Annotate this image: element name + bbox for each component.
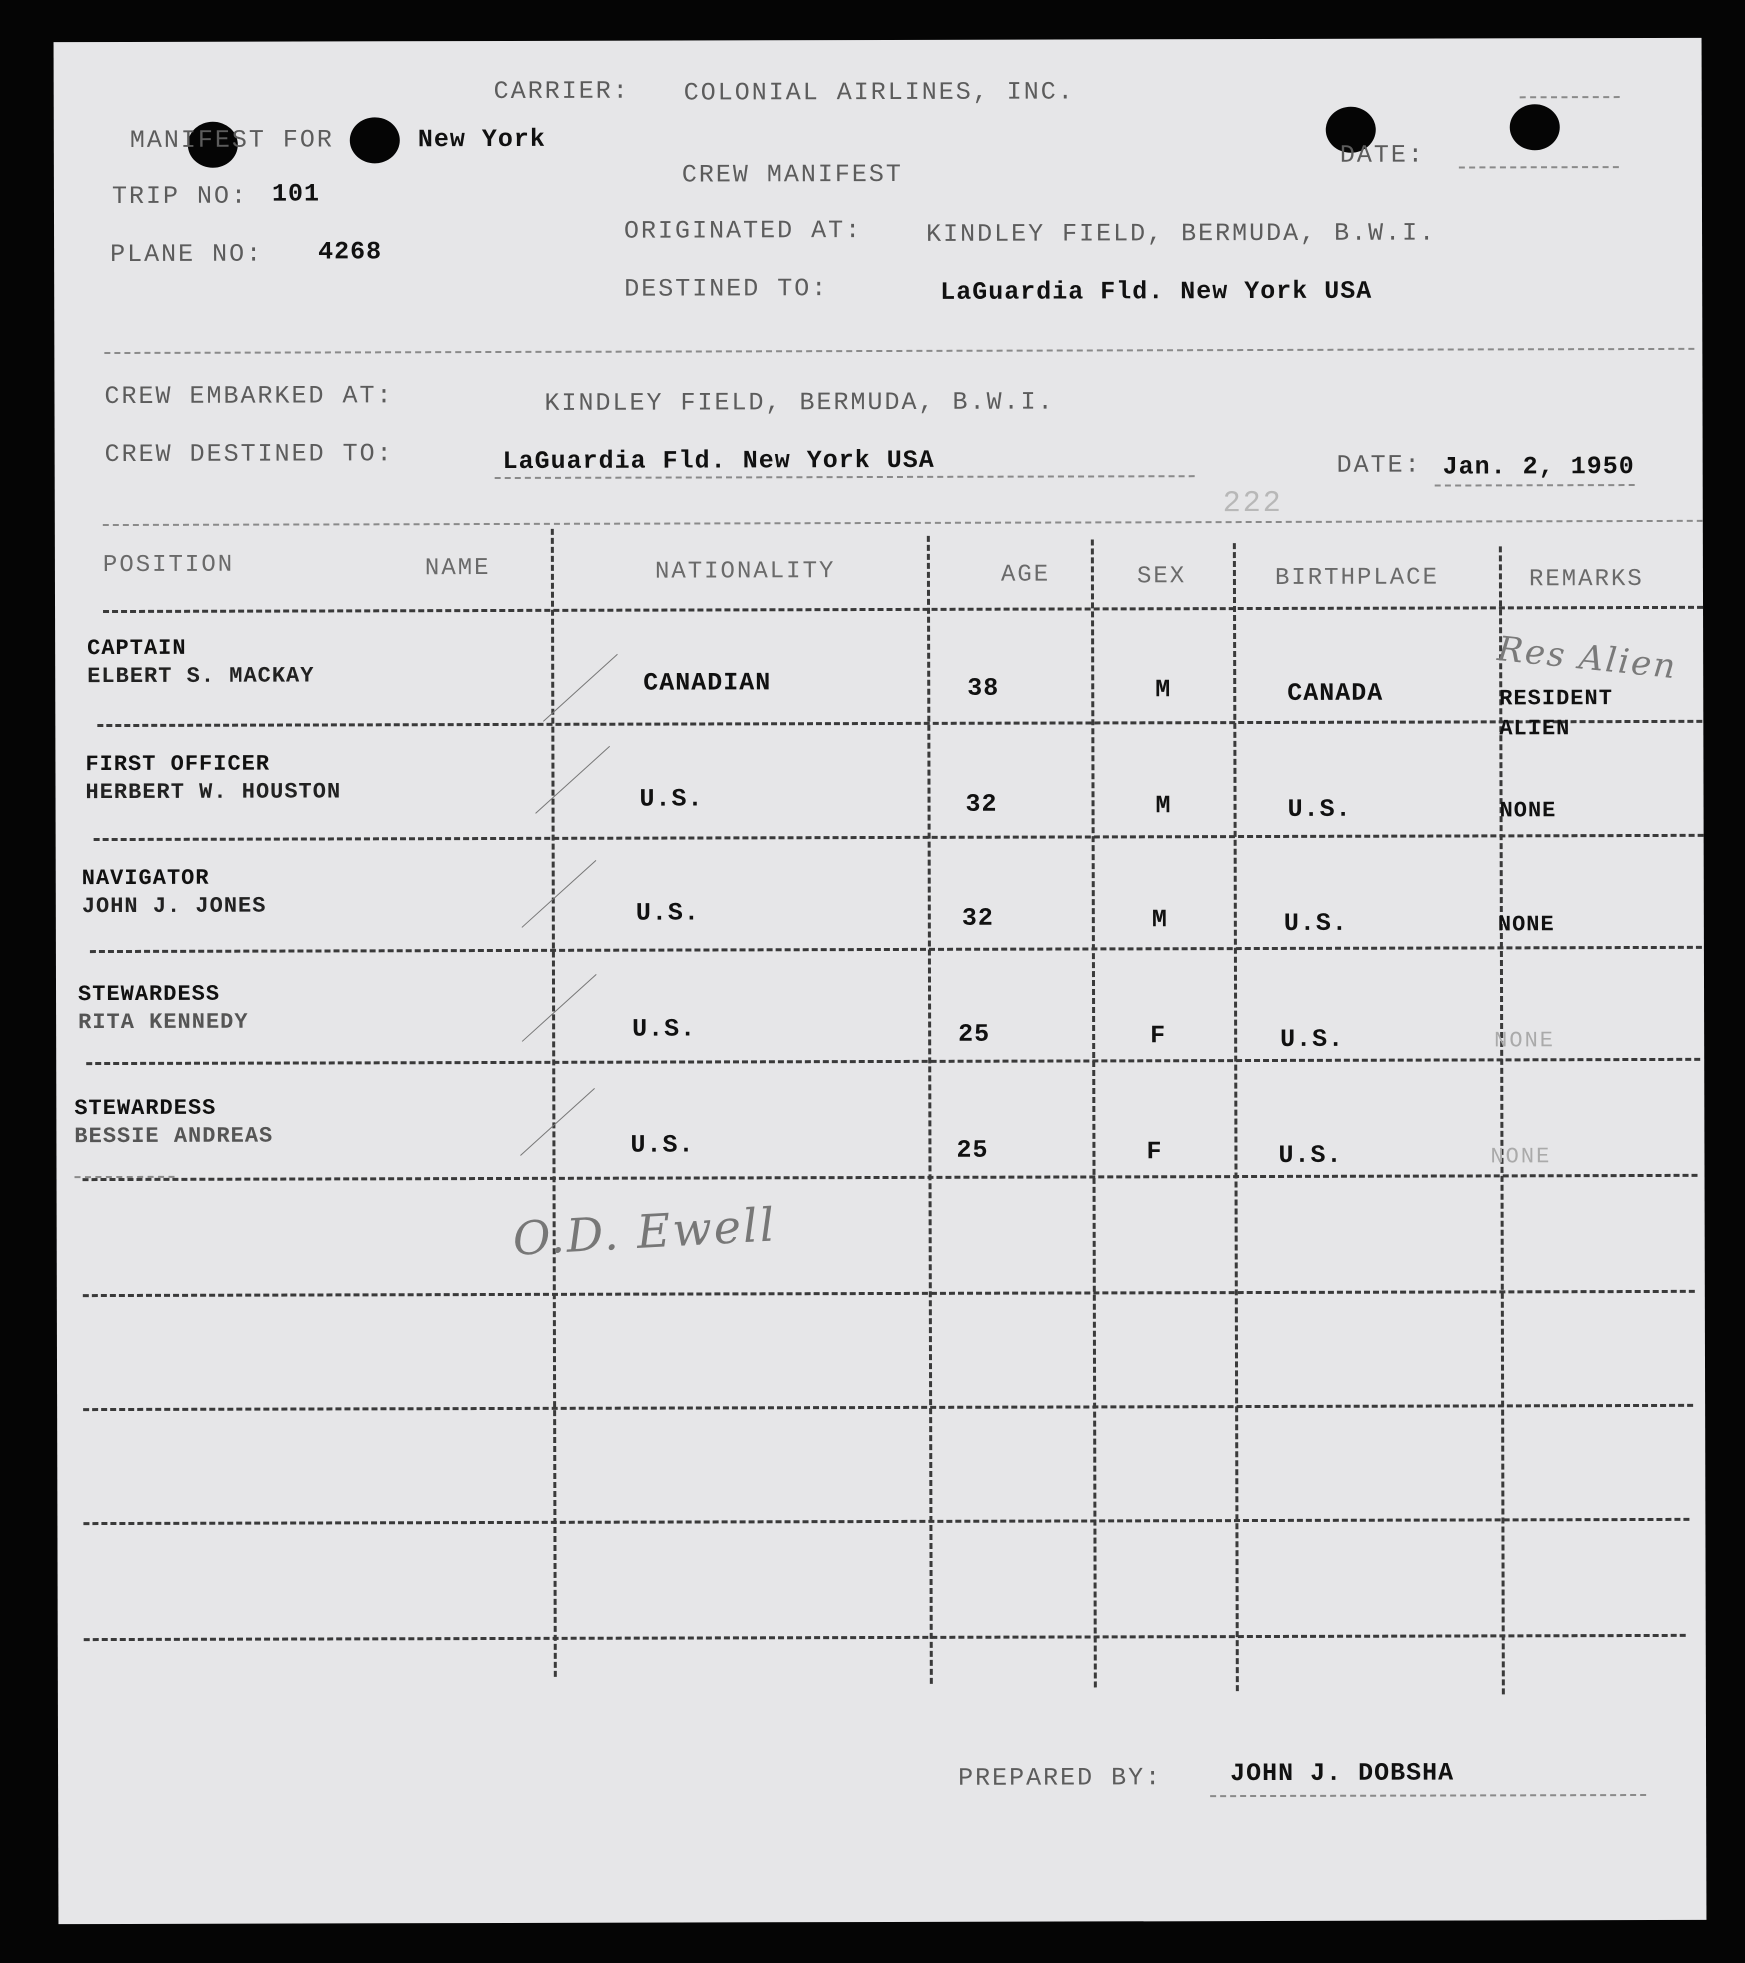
row2-remarks: NONE xyxy=(1499,798,1557,824)
header-position: POSITION xyxy=(102,551,235,580)
row1-birthplace: CANADA xyxy=(1287,678,1384,708)
row4-sex: F xyxy=(1150,1021,1167,1051)
crew-date-value: Jan. 2, 1950 xyxy=(1442,452,1635,482)
crew-destined-label: CREW DESTINED TO: xyxy=(104,439,394,470)
row4-position: STEWARDESS xyxy=(78,981,221,1008)
destined-value: LaGuardia Fld. New York USA xyxy=(940,276,1373,307)
row1-age: 38 xyxy=(967,673,1000,703)
row5-remarks: NONE xyxy=(1490,1144,1552,1170)
row5-nationality: U.S. xyxy=(630,1130,695,1160)
punch-hole xyxy=(1510,104,1560,150)
header-nationality: NATIONALITY xyxy=(654,558,836,586)
row2-sex: M xyxy=(1155,791,1172,821)
row-rule xyxy=(84,1634,1686,1641)
table-top-rule xyxy=(103,520,1703,526)
row2-birthplace: U.S. xyxy=(1287,794,1352,824)
row3-position: NAVIGATOR xyxy=(81,865,210,892)
plane-label: PLANE NO: xyxy=(110,239,264,270)
crew-date-label: DATE: xyxy=(1336,450,1422,480)
row3-age: 32 xyxy=(961,903,994,933)
carrier-label: CARRIER: xyxy=(493,76,630,107)
row1-nationality: CANADIAN xyxy=(643,668,772,698)
crew-embarked-value: KINDLEY FIELD, BERMUDA, B.W.I. xyxy=(544,387,1055,418)
prepared-by-value: JOHN J. DOBSHA xyxy=(1230,1758,1455,1789)
stamp-number: 222 xyxy=(1222,486,1283,522)
check-mark xyxy=(522,860,597,928)
row1-remarks-annotation: Res Alien xyxy=(1495,629,1680,688)
header-name: NAME xyxy=(424,555,491,583)
header-age: AGE xyxy=(1000,561,1051,589)
originated-value: KINDLEY FIELD, BERMUDA, B.W.I. xyxy=(926,218,1437,249)
manifest-page xyxy=(54,38,1707,1924)
crew-date-underline xyxy=(1435,484,1635,487)
row5-position: STEWARDESS xyxy=(74,1095,217,1122)
crew-manifest-title: CREW MANIFEST xyxy=(681,159,903,190)
header-remarks: REMARKS xyxy=(1528,565,1644,594)
crew-embarked-label: CREW EMBARKED AT: xyxy=(104,381,394,412)
row5-name-underline xyxy=(75,1176,175,1178)
row-rule xyxy=(90,946,1702,953)
row-rule xyxy=(83,1404,1693,1411)
header-birthplace: BIRTHPLACE xyxy=(1274,564,1440,592)
row3-birthplace: U.S. xyxy=(1283,908,1348,938)
trip-label: TRIP NO: xyxy=(111,181,249,212)
prepared-by-underline xyxy=(1210,1794,1646,1797)
row4-remarks: NONE xyxy=(1494,1028,1556,1054)
destined-label: DESTINED TO: xyxy=(624,274,829,304)
row2-position: FIRST OFFICER xyxy=(85,751,271,778)
row1-sex: M xyxy=(1155,675,1172,705)
plane-value: 4268 xyxy=(318,237,383,267)
row2-age: 32 xyxy=(965,789,998,819)
crew-destined-value: LaGuardia Fld. New York USA xyxy=(502,445,935,476)
row-rule xyxy=(83,1174,1698,1181)
column-rule xyxy=(551,529,557,1677)
row-rule xyxy=(97,720,1702,727)
row4-name: RITA KENNEDY xyxy=(78,1009,249,1036)
row4-birthplace: U.S. xyxy=(1280,1024,1345,1054)
row3-remarks: NONE xyxy=(1497,912,1555,938)
crew-destined-underline xyxy=(495,475,1195,479)
row1-name: ELBERT S. MACKAY xyxy=(87,663,315,690)
column-rule xyxy=(927,536,933,1684)
row-rule xyxy=(83,1290,1695,1297)
prepared-by-label: PREPARED BY: xyxy=(958,1763,1163,1793)
row4-nationality: U.S. xyxy=(632,1014,697,1044)
row-rule xyxy=(83,1518,1689,1525)
section-divider-top xyxy=(104,348,1694,354)
row-rule xyxy=(86,1058,1700,1065)
date-underline-top xyxy=(1520,96,1620,98)
punch-hole xyxy=(350,117,400,163)
originated-label: ORIGINATED AT: xyxy=(623,216,863,246)
check-mark xyxy=(535,746,610,814)
check-mark xyxy=(520,1088,595,1156)
header-bottom-rule xyxy=(103,606,1703,613)
row4-age: 25 xyxy=(958,1019,991,1049)
row5-birthplace: U.S. xyxy=(1278,1140,1343,1170)
carrier-value: COLONIAL AIRLINES, INC. xyxy=(683,77,1075,108)
row5-sex: F xyxy=(1146,1137,1163,1167)
row5-age: 25 xyxy=(956,1135,989,1165)
row5-name: BESSIE ANDREAS xyxy=(74,1123,274,1150)
handwritten-signature: O.D. Ewell xyxy=(511,1197,778,1266)
row3-sex: M xyxy=(1151,905,1168,935)
row3-name: JOHN J. JONES xyxy=(81,893,267,920)
row1-remarks: RESIDENT ALIEN xyxy=(1499,686,1613,742)
row2-nationality: U.S. xyxy=(639,784,704,814)
row-rule xyxy=(94,834,1704,841)
header-date-label: DATE: xyxy=(1339,140,1425,170)
row1-position: CAPTAIN xyxy=(87,635,187,662)
manifest-for-label: MANIFEST FOR xyxy=(129,125,334,155)
column-rule xyxy=(1091,539,1097,1687)
manifest-for-value: New York xyxy=(417,124,546,155)
trip-value: 101 xyxy=(271,179,320,209)
header-sex: SEX xyxy=(1136,563,1187,591)
header-date-underline xyxy=(1459,166,1619,168)
check-mark xyxy=(522,974,597,1042)
row3-nationality: U.S. xyxy=(635,898,700,928)
row2-name: HERBERT W. HOUSTON xyxy=(85,779,342,806)
